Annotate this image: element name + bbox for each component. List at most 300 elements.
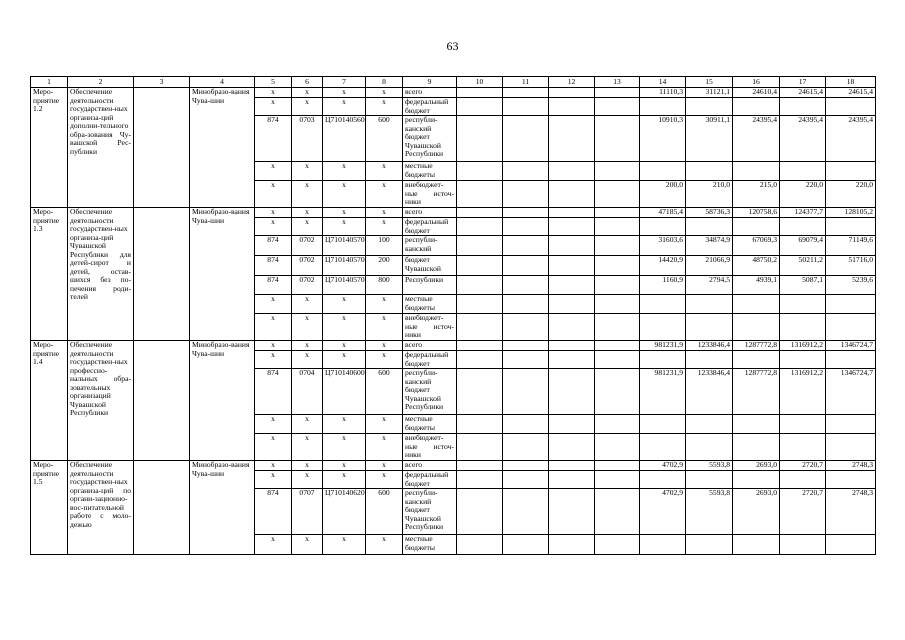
col11-empty: [503, 181, 549, 208]
grbs-code: 874: [255, 256, 292, 276]
amount-col16: 24610,4: [733, 88, 780, 98]
grbs-code: x: [255, 434, 292, 461]
col13-empty: [595, 98, 640, 116]
table-body: [31, 88, 876, 555]
amount-col15: 5593,8: [686, 489, 733, 535]
amount-col18: 5239,6: [826, 276, 876, 295]
section-code: x: [292, 341, 323, 351]
amount-col17: 69079,4: [780, 236, 826, 256]
table-row: [31, 88, 876, 98]
budget-table: [30, 76, 876, 555]
table-row: [31, 341, 876, 351]
section-code: x: [292, 295, 323, 314]
target-article: x: [323, 98, 366, 116]
amount-col17: [780, 351, 826, 369]
expense-type: x: [366, 415, 403, 434]
header-cell-3: 3: [134, 77, 190, 88]
target-article: x: [323, 208, 366, 218]
amount-col18: [826, 98, 876, 116]
col13-empty: [595, 351, 640, 369]
amount-col16: 48750,2: [733, 256, 780, 276]
amount-col15: [686, 218, 733, 236]
col11-empty: [503, 236, 549, 256]
col13-empty: [595, 314, 640, 341]
amount-col16: 120758,6: [733, 208, 780, 218]
activity-name: Обеспечение деятельности государствен-ных организа-ций дополни-тельного обра-зования Чу-вашской Рес-публики: [68, 88, 134, 208]
amount-col17: 24615,4: [780, 88, 826, 98]
target-article: x: [323, 218, 366, 236]
activity-code: Меро-приятие 1.5: [31, 461, 68, 555]
amount-col18: 24395,4: [826, 116, 876, 162]
amount-col18: [826, 218, 876, 236]
col13-empty: [595, 535, 640, 555]
section-code: x: [292, 471, 323, 489]
col13-empty: [595, 341, 640, 351]
target-article: Ц710140570: [323, 256, 366, 276]
col11-empty: [503, 295, 549, 314]
grbs-code: 874: [255, 276, 292, 295]
funding-source: федеральный бюджет: [403, 471, 457, 489]
col13-empty: [595, 295, 640, 314]
col11-empty: [503, 88, 549, 98]
expense-type: x: [366, 471, 403, 489]
funding-source: бюджет Чувашской: [403, 256, 457, 276]
grbs-code: x: [255, 461, 292, 471]
col11-empty: [503, 351, 549, 369]
expense-type: x: [366, 535, 403, 555]
executor: Минобразо-вания Чува-шии: [190, 341, 255, 461]
target-article: x: [323, 471, 366, 489]
grbs-code: x: [255, 341, 292, 351]
amount-col17: 24395,4: [780, 116, 826, 162]
funding-source: внебюджет-ные источ-ники: [403, 181, 457, 208]
col12-empty: [549, 162, 595, 181]
amount-col14: [640, 351, 686, 369]
amount-col18: 1346724,7: [826, 341, 876, 351]
amount-col17: 124377,7: [780, 208, 826, 218]
table-row: [31, 461, 876, 471]
header-cell-15: 15: [686, 77, 733, 88]
grbs-code: x: [255, 218, 292, 236]
amount-col14: [640, 295, 686, 314]
target-article: x: [323, 314, 366, 341]
col12-empty: [549, 471, 595, 489]
executor: Минобразо-вания Чува-шии: [190, 461, 255, 555]
section-code: 0704: [292, 369, 323, 415]
target-article: x: [323, 181, 366, 208]
col13-empty: [595, 471, 640, 489]
amount-col18: 2748,3: [826, 461, 876, 471]
section-code: x: [292, 461, 323, 471]
funding-source: федеральный бюджет: [403, 98, 457, 116]
amount-col16: 1287772,8: [733, 341, 780, 351]
amount-col18: 71149,6: [826, 236, 876, 256]
amount-col15: 31121,1: [686, 88, 733, 98]
col13-empty: [595, 256, 640, 276]
amount-col14: [640, 162, 686, 181]
col10-empty: [457, 116, 503, 162]
expense-type: 800: [366, 276, 403, 295]
activity-code: Меро-приятие 1.2: [31, 88, 68, 208]
target-article: x: [323, 415, 366, 434]
section-code: x: [292, 181, 323, 208]
section-code: x: [292, 218, 323, 236]
funding-source: внебюджет-ные источ-ники: [403, 314, 457, 341]
funding-source: внебюджет-ные источ-ники: [403, 434, 457, 461]
col3-empty: [134, 461, 190, 555]
target-article: Ц710140570: [323, 276, 366, 295]
amount-col18: [826, 471, 876, 489]
activity-name: Обеспечение деятельности государствен-ных организа-ций Чувашской Республики для детей-сирот и детей, остав-шихся без по-печения роди-телей: [68, 208, 134, 341]
header-cell-2: 2: [68, 77, 134, 88]
amount-col16: [733, 434, 780, 461]
col11-empty: [503, 489, 549, 535]
col10-empty: [457, 295, 503, 314]
funding-source: республи-канский бюджет Чувашской Республики: [403, 116, 457, 162]
amount-col16: 215,0: [733, 181, 780, 208]
header-cell-5: 5: [255, 77, 292, 88]
amount-col15: 1233846,4: [686, 341, 733, 351]
amount-col14: 14420,9: [640, 256, 686, 276]
expense-type: x: [366, 181, 403, 208]
section-code: 0703: [292, 116, 323, 162]
amount-col15: [686, 535, 733, 555]
col10-empty: [457, 208, 503, 218]
section-code: 0702: [292, 256, 323, 276]
grbs-code: x: [255, 98, 292, 116]
amount-col16: 2693,0: [733, 461, 780, 471]
col10-empty: [457, 351, 503, 369]
col10-empty: [457, 236, 503, 256]
amount-col14: [640, 535, 686, 555]
col12-empty: [549, 218, 595, 236]
amount-col14: [640, 98, 686, 116]
amount-col18: [826, 351, 876, 369]
col11-empty: [503, 162, 549, 181]
amount-col17: [780, 218, 826, 236]
expense-type: x: [366, 208, 403, 218]
expense-type: 600: [366, 489, 403, 535]
amount-col14: 4702,9: [640, 489, 686, 535]
col13-empty: [595, 208, 640, 218]
funding-source: местные бюджеты: [403, 535, 457, 555]
col10-empty: [457, 88, 503, 98]
target-article: x: [323, 461, 366, 471]
col11-empty: [503, 116, 549, 162]
col11-empty: [503, 98, 549, 116]
col13-empty: [595, 461, 640, 471]
amount-col15: 210,0: [686, 181, 733, 208]
funding-source: республи-канский бюджет Чувашской Республики: [403, 489, 457, 535]
target-article: Ц710140570: [323, 236, 366, 256]
amount-col16: 1287772,8: [733, 369, 780, 415]
target-article: Ц710140560: [323, 116, 366, 162]
amount-col17: 2720,7: [780, 489, 826, 535]
executor: Минобразо-вания Чува-шии: [190, 88, 255, 208]
amount-col15: 30911,1: [686, 116, 733, 162]
target-article: x: [323, 434, 366, 461]
section-code: x: [292, 415, 323, 434]
activity-name: Обеспечение деятельности государствен-ных профессио-нальных обра-зовательных организаций Чувашской Республики: [68, 341, 134, 461]
col13-empty: [595, 162, 640, 181]
section-code: 0707: [292, 489, 323, 535]
header-cell-9: 9: [403, 77, 457, 88]
expense-type: x: [366, 341, 403, 351]
amount-col16: [733, 535, 780, 555]
amount-col17: 5087,1: [780, 276, 826, 295]
target-article: x: [323, 351, 366, 369]
funding-source: федеральный бюджет: [403, 351, 457, 369]
amount-col14: 31603,6: [640, 236, 686, 256]
header-cell-14: 14: [640, 77, 686, 88]
expense-type: x: [366, 351, 403, 369]
amount-col16: [733, 295, 780, 314]
expense-type: x: [366, 461, 403, 471]
col12-empty: [549, 314, 595, 341]
amount-col17: 1316912,2: [780, 369, 826, 415]
amount-col14: 981231,9: [640, 369, 686, 415]
col11-empty: [503, 218, 549, 236]
col10-empty: [457, 461, 503, 471]
amount-col17: [780, 295, 826, 314]
target-article: Ц710140600: [323, 369, 366, 415]
executor: Минобразо-вания Чува-шии: [190, 208, 255, 341]
amount-col16: [733, 314, 780, 341]
col13-empty: [595, 434, 640, 461]
amount-col15: 58736,3: [686, 208, 733, 218]
col11-empty: [503, 461, 549, 471]
section-code: x: [292, 208, 323, 218]
header-cell-7: 7: [323, 77, 366, 88]
amount-col14: 1160,9: [640, 276, 686, 295]
expense-type: 600: [366, 369, 403, 415]
expense-type: x: [366, 314, 403, 341]
funding-source: местные бюджеты: [403, 415, 457, 434]
expense-type: 200: [366, 256, 403, 276]
funding-source: всего: [403, 341, 457, 351]
amount-col15: [686, 162, 733, 181]
col12-empty: [549, 208, 595, 218]
amount-col16: [733, 162, 780, 181]
col11-empty: [503, 314, 549, 341]
col10-empty: [457, 162, 503, 181]
expense-type: x: [366, 162, 403, 181]
amount-col17: [780, 162, 826, 181]
col11-empty: [503, 369, 549, 415]
header-cell-1: 1: [31, 77, 68, 88]
amount-col14: 47185,4: [640, 208, 686, 218]
col13-empty: [595, 218, 640, 236]
expense-type: 100: [366, 236, 403, 256]
grbs-code: x: [255, 295, 292, 314]
expense-type: x: [366, 434, 403, 461]
header-cell-6: 6: [292, 77, 323, 88]
amount-col17: [780, 98, 826, 116]
section-code: x: [292, 535, 323, 555]
section-code: x: [292, 434, 323, 461]
amount-col15: [686, 314, 733, 341]
col12-empty: [549, 369, 595, 415]
amount-col18: 1346724,7: [826, 369, 876, 415]
amount-col15: [686, 434, 733, 461]
grbs-code: x: [255, 471, 292, 489]
col13-empty: [595, 88, 640, 98]
expense-type: x: [366, 295, 403, 314]
amount-col17: 2720,7: [780, 461, 826, 471]
header-cell-8: 8: [366, 77, 403, 88]
col12-empty: [549, 341, 595, 351]
amount-col18: 51716,0: [826, 256, 876, 276]
grbs-code: 874: [255, 116, 292, 162]
col12-empty: [549, 351, 595, 369]
header-cell-11: 11: [503, 77, 549, 88]
amount-col16: [733, 218, 780, 236]
target-article: x: [323, 341, 366, 351]
amount-col14: [640, 218, 686, 236]
amount-col14: 200,0: [640, 181, 686, 208]
header-cell-4: 4: [190, 77, 255, 88]
col10-empty: [457, 314, 503, 341]
grbs-code: x: [255, 162, 292, 181]
col12-empty: [549, 461, 595, 471]
section-code: x: [292, 98, 323, 116]
amount-col14: [640, 314, 686, 341]
amount-col18: [826, 162, 876, 181]
amount-col14: 981231,9: [640, 341, 686, 351]
activity-name: Обеспечение деятельности государствен-ных организа-ций по органи-зационно-вос-питательной работе с моло-дежью: [68, 461, 134, 555]
grbs-code: x: [255, 314, 292, 341]
grbs-code: 874: [255, 369, 292, 415]
header-cell-10: 10: [457, 77, 503, 88]
col10-empty: [457, 98, 503, 116]
amount-col14: [640, 434, 686, 461]
amount-col17: [780, 535, 826, 555]
grbs-code: x: [255, 88, 292, 98]
col10-empty: [457, 181, 503, 208]
amount-col15: [686, 351, 733, 369]
amount-col17: [780, 314, 826, 341]
col10-empty: [457, 369, 503, 415]
target-article: Ц710140620: [323, 489, 366, 535]
col13-empty: [595, 276, 640, 295]
col10-empty: [457, 256, 503, 276]
activity-code: Меро-приятие 1.4: [31, 341, 68, 461]
funding-source: всего: [403, 208, 457, 218]
col12-empty: [549, 489, 595, 535]
grbs-code: 874: [255, 489, 292, 535]
amount-col14: 10910,3: [640, 116, 686, 162]
amount-col15: 34874,9: [686, 236, 733, 256]
col13-empty: [595, 489, 640, 535]
activity-code: Меро-приятие 1.3: [31, 208, 68, 341]
col13-empty: [595, 236, 640, 256]
amount-col16: [733, 415, 780, 434]
col12-empty: [549, 116, 595, 162]
amount-col14: [640, 471, 686, 489]
amount-col16: 4939,1: [733, 276, 780, 295]
funding-source: республи-канский бюджет Чувашской Республики: [403, 369, 457, 415]
funding-source: республи-канский: [403, 236, 457, 256]
amount-col15: [686, 415, 733, 434]
grbs-code: x: [255, 415, 292, 434]
amount-col17: 50211,2: [780, 256, 826, 276]
grbs-code: x: [255, 535, 292, 555]
target-article: x: [323, 295, 366, 314]
table-header: [31, 77, 876, 88]
col12-empty: [549, 256, 595, 276]
amount-col14: 11110,3: [640, 88, 686, 98]
amount-col18: 128105,2: [826, 208, 876, 218]
col10-empty: [457, 415, 503, 434]
grbs-code: x: [255, 208, 292, 218]
amount-col17: [780, 471, 826, 489]
col12-empty: [549, 434, 595, 461]
target-article: x: [323, 535, 366, 555]
amount-col15: 5593,8: [686, 461, 733, 471]
amount-col18: 2748,3: [826, 489, 876, 535]
col10-empty: [457, 276, 503, 295]
amount-col17: [780, 415, 826, 434]
col12-empty: [549, 295, 595, 314]
col13-empty: [595, 181, 640, 208]
funding-source: федеральный бюджет: [403, 218, 457, 236]
funding-source: всего: [403, 461, 457, 471]
section-code: x: [292, 162, 323, 181]
amount-col18: [826, 295, 876, 314]
amount-col15: [686, 471, 733, 489]
amount-col17: 220,0: [780, 181, 826, 208]
target-article: x: [323, 162, 366, 181]
funding-source: местные бюджеты: [403, 162, 457, 181]
header-cell-12: 12: [549, 77, 595, 88]
amount-col18: [826, 434, 876, 461]
amount-col15: [686, 98, 733, 116]
table-row: [31, 208, 876, 218]
amount-col15: 21066,9: [686, 256, 733, 276]
col10-empty: [457, 218, 503, 236]
col11-empty: [503, 256, 549, 276]
target-article: x: [323, 88, 366, 98]
amount-col15: 2794,5: [686, 276, 733, 295]
amount-col14: [640, 415, 686, 434]
amount-col16: 2693,0: [733, 489, 780, 535]
grbs-code: x: [255, 181, 292, 208]
section-code: 0702: [292, 276, 323, 295]
col12-empty: [549, 181, 595, 208]
expense-type: x: [366, 218, 403, 236]
page-number: 63: [446, 39, 459, 53]
amount-col18: 220,0: [826, 181, 876, 208]
col11-empty: [503, 471, 549, 489]
header-cell-13: 13: [595, 77, 640, 88]
col13-empty: [595, 116, 640, 162]
col10-empty: [457, 434, 503, 461]
amount-col16: [733, 471, 780, 489]
col3-empty: [134, 341, 190, 461]
col10-empty: [457, 535, 503, 555]
amount-col18: 24615,4: [826, 88, 876, 98]
amount-col18: [826, 415, 876, 434]
col12-empty: [549, 535, 595, 555]
amount-col16: 67069,3: [733, 236, 780, 256]
amount-col18: [826, 314, 876, 341]
header-row: [31, 77, 876, 88]
amount-col16: [733, 351, 780, 369]
col12-empty: [549, 98, 595, 116]
header-cell-18: 18: [826, 77, 876, 88]
col10-empty: [457, 471, 503, 489]
grbs-code: x: [255, 351, 292, 369]
